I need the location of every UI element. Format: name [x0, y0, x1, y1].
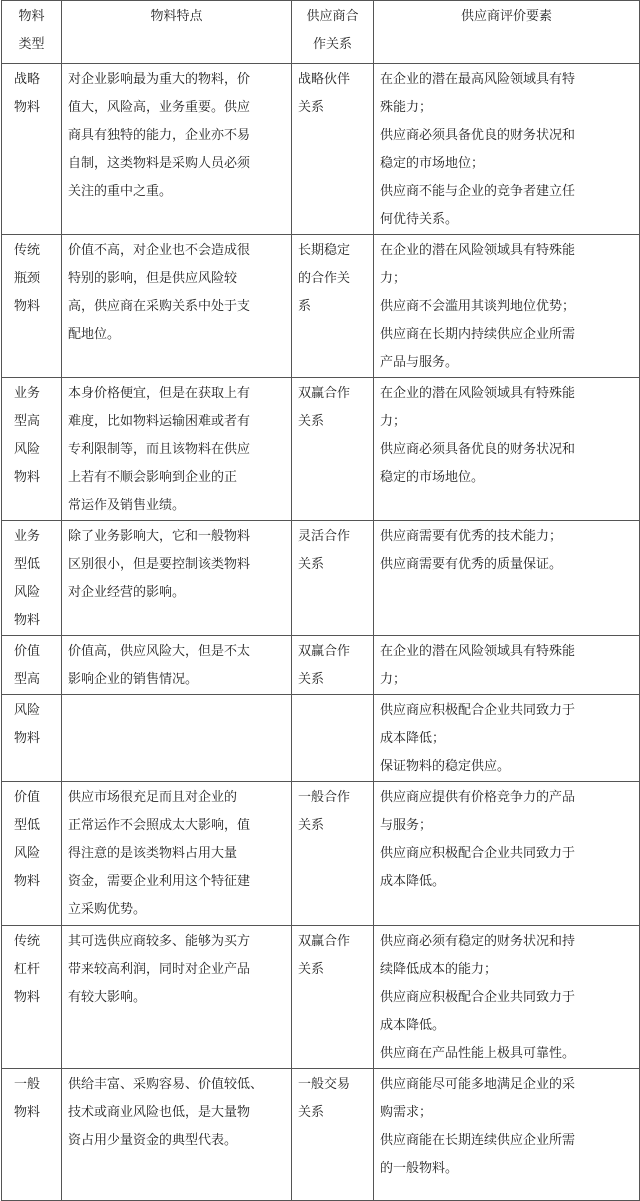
cell-supplier-relation — [292, 636, 374, 695]
cell-supplier-relation — [292, 926, 374, 1069]
cell-text-line: 价值不高，对企业也不会造成很 — [68, 243, 251, 258]
cell-text-line: 一般 — [14, 1077, 41, 1092]
cell-text-line: 立采购优势。 — [68, 902, 147, 917]
cell-text-line: 供应商不能与企业的竞争者建立任 — [380, 184, 576, 199]
cell-text-line: 供应商不会滥用其谈判地位优势； — [380, 299, 576, 314]
cell-text-line: 关系 — [298, 962, 325, 977]
cell-text-line: 成本降低。 — [380, 874, 446, 889]
cell-text-line: 供应商应积极配合企业共同致力于 — [380, 990, 576, 1005]
header-material-features: 物料特点 — [62, 1, 292, 64]
cell-text-line: 常运作及销售业绩。 — [68, 498, 186, 513]
cell-text-line: 战略 — [14, 72, 41, 87]
cell-text-line: 关系 — [298, 672, 325, 687]
cell-text-line: 成本降低。 — [380, 1018, 446, 1033]
cell-text-line: 值大，风险高，业务重要。供应 — [68, 100, 251, 115]
cell-supplier-relation — [292, 1069, 374, 1201]
cell-supplier-relation — [292, 235, 374, 378]
cell-material-features — [62, 521, 292, 636]
table-row — [2, 926, 640, 1069]
table-row — [2, 378, 640, 521]
cell-text-line: 商具有独特的能力，企业亦不易 — [68, 128, 251, 143]
cell-text-line: 关系 — [298, 557, 325, 572]
cell-material-features — [62, 695, 292, 782]
cell-text-line: 传统 — [14, 934, 41, 949]
table-row — [2, 521, 640, 636]
cell-text-line: 供应商应提供有价格竞争力的产品 — [380, 790, 576, 805]
cell-text-line: 正常运作不会照成太大影响，值 — [68, 818, 251, 833]
cell-text-line: 传统 — [14, 243, 41, 258]
cell-text-line: 何优待关系。 — [380, 212, 459, 227]
cell-text-line: 殊能力； — [380, 100, 433, 115]
cell-material-type — [2, 695, 62, 782]
cell-evaluation-criteria — [374, 235, 640, 378]
cell-text-line: 业务 — [14, 386, 41, 401]
cell-text-line: 系 — [298, 299, 312, 314]
table-row — [2, 1069, 640, 1201]
cell-text-line: 物料 — [14, 990, 41, 1005]
cell-text-line: 一般合作 — [298, 790, 351, 805]
cell-text-line: 供应商必须具备优良的财务状况和 — [380, 128, 576, 143]
cell-text-line: 自制，这类物料是采购人员必须 — [68, 156, 251, 171]
table-body — [2, 64, 640, 1201]
cell-text-line: 专利限制等，而且该物料在供应 — [68, 442, 251, 457]
cell-material-features — [62, 782, 292, 926]
cell-text-line: 的合作关 — [298, 271, 351, 286]
cell-text-line: 双赢合作 — [298, 934, 351, 949]
cell-text-line: 物料 — [14, 731, 41, 746]
cell-text-line: 资金，需要企业利用这个特征建 — [68, 874, 251, 889]
cell-text-line: 在企业的潜在最高风险领域具有特 — [380, 72, 576, 87]
cell-text-line: 风险 — [14, 585, 41, 600]
cell-text-line: 成本降低； — [380, 731, 446, 746]
cell-evaluation-criteria — [374, 521, 640, 636]
cell-supplier-relation — [292, 521, 374, 636]
header-supplier-relation: 供应商合 作关系 — [292, 1, 374, 64]
cell-text-line: 供应商在产品性能上极具可靠性。 — [380, 1046, 576, 1061]
cell-text-line: 物料 — [14, 613, 41, 628]
table-row — [2, 636, 640, 695]
cell-text-line: 稳定的市场地位； — [380, 156, 485, 171]
table-header — [2, 1, 640, 64]
cell-material-features — [62, 636, 292, 695]
cell-text-line: 特别的影响，但是供应风险较 — [68, 271, 238, 286]
cell-text-line: 续降低成本的能力； — [380, 962, 498, 977]
cell-material-features — [62, 1069, 292, 1201]
cell-material-type — [2, 64, 62, 235]
cell-text-line: 力； — [380, 271, 407, 286]
supplier-evaluation-table — [1, 0, 640, 1201]
cell-text-line: 除了业务影响大，它和一般物料 — [68, 529, 251, 544]
cell-text-line: 长期稳定 — [298, 243, 351, 258]
cell-evaluation-criteria — [374, 378, 640, 521]
cell-text-line: 型高 — [14, 672, 41, 687]
cell-text-line: 物料 — [14, 299, 41, 314]
cell-text-line: 供应商应积极配合企业共同致力于 — [380, 846, 576, 861]
cell-text-line: 对企业经营的影响。 — [68, 585, 186, 600]
cell-material-type — [2, 782, 62, 926]
header-material-type: 物料 类型 — [2, 1, 62, 64]
cell-text-line: 价值 — [14, 790, 41, 805]
cell-text-line: 保证物料的稳定供应。 — [380, 759, 511, 774]
cell-text-line: 技术或商业风险也低，是大量物 — [68, 1105, 251, 1120]
cell-text-line: 本身价格便宜，但是在获取上有 — [68, 386, 251, 401]
table-row — [2, 235, 640, 378]
cell-text-line: 风险 — [14, 442, 41, 457]
cell-supplier-relation — [292, 64, 374, 235]
cell-text-line: 物料 — [14, 100, 41, 115]
cell-supplier-relation — [292, 695, 374, 782]
cell-text-line: 关系 — [298, 818, 325, 833]
cell-text-line: 型高 — [14, 414, 41, 429]
cell-text-line: 物料 — [14, 1105, 41, 1120]
cell-text-line: 产品与服务。 — [380, 355, 459, 370]
cell-text-line: 配地位。 — [68, 327, 121, 342]
cell-text-line: 供应商能在长期连续供应企业所需 — [380, 1133, 576, 1148]
cell-text-line: 在企业的潜在风险领域具有特殊能 — [380, 386, 576, 401]
cell-text-line: 有较大影响。 — [68, 990, 147, 1005]
cell-text-line: 力； — [380, 672, 407, 687]
table-row — [2, 64, 640, 235]
cell-text-line: 一般交易 — [298, 1077, 351, 1092]
cell-text-line: 杠杆 — [14, 962, 41, 977]
cell-text-line: 带来较高利润，同时对企业产品 — [68, 962, 251, 977]
cell-text-line: 双赢合作 — [298, 386, 351, 401]
cell-evaluation-criteria — [374, 1069, 640, 1201]
cell-text-line: 供应商能尽可能多地满足企业的采 — [380, 1077, 576, 1092]
cell-text-line: 价值 — [14, 644, 41, 659]
cell-text-line: 与服务； — [380, 818, 433, 833]
cell-evaluation-criteria — [374, 636, 640, 695]
cell-evaluation-criteria — [374, 695, 640, 782]
cell-evaluation-criteria — [374, 782, 640, 926]
cell-text-line: 供应商应积极配合企业共同致力于 — [380, 703, 576, 718]
cell-text-line: 影响企业的销售情况。 — [68, 672, 199, 687]
cell-text-line: 在企业的潜在风险领域具有特殊能 — [380, 644, 576, 659]
cell-text-line: 关系 — [298, 414, 325, 429]
cell-text-line: 双赢合作 — [298, 644, 351, 659]
cell-text-line: 灵活合作 — [298, 529, 351, 544]
cell-text-line: 购需求； — [380, 1105, 433, 1120]
cell-material-type — [2, 926, 62, 1069]
cell-text-line: 供给丰富、采购容易、价值较低、 — [68, 1077, 264, 1092]
cell-text-line: 得注意的是该类物料占用大量 — [68, 846, 238, 861]
cell-material-type — [2, 1069, 62, 1201]
cell-material-features — [62, 64, 292, 235]
cell-text-line: 其可选供应商较多、能够为买方 — [68, 934, 251, 949]
cell-supplier-relation — [292, 378, 374, 521]
cell-material-type — [2, 521, 62, 636]
header-row — [2, 1, 640, 64]
cell-text-line: 上若有不顺会影响到企业的正 — [68, 470, 238, 485]
cell-text-line: 难度，比如物料运输困难或者有 — [68, 414, 251, 429]
cell-supplier-relation — [292, 782, 374, 926]
cell-text-line: 风险 — [14, 846, 41, 861]
cell-text-line: 区别很小，但是要控制该类物料 — [68, 557, 251, 572]
cell-text-line: 供应商需要有优秀的质量保证。 — [380, 557, 563, 572]
cell-text-line: 供应商必须有稳定的财务状况和持 — [380, 934, 576, 949]
cell-text-line: 供应商必须具备优良的财务状况和 — [380, 442, 576, 457]
cell-text-line: 业务 — [14, 529, 41, 544]
table-row — [2, 782, 640, 926]
cell-material-features — [62, 235, 292, 378]
cell-material-type — [2, 235, 62, 378]
cell-text-line: 供应商在长期内持续供应企业所需 — [380, 327, 576, 342]
cell-text-line: 供应市场很充足而且对企业的 — [68, 790, 238, 805]
cell-text-line: 物料 — [14, 470, 41, 485]
cell-text-line: 型低 — [14, 557, 41, 572]
cell-text-line: 供应商需要有优秀的技术能力； — [380, 529, 563, 544]
cell-material-type — [2, 636, 62, 695]
cell-material-features — [62, 926, 292, 1069]
cell-text-line: 对企业影响最为重大的物料，价 — [68, 72, 251, 87]
cell-text-line: 稳定的市场地位。 — [380, 470, 485, 485]
cell-text-line: 瓶颈 — [14, 271, 41, 286]
cell-text-line: 战略伙伴 — [298, 72, 351, 87]
cell-evaluation-criteria — [374, 926, 640, 1069]
cell-text-line: 物料 — [14, 874, 41, 889]
cell-text-line: 的一般物料。 — [380, 1161, 459, 1176]
cell-text-line: 型低 — [14, 818, 41, 833]
cell-text-line: 关系 — [298, 1105, 325, 1120]
cell-text-line: 资占用少量资金的典型代表。 — [68, 1133, 238, 1148]
cell-material-features — [62, 378, 292, 521]
cell-text-line: 风险 — [14, 703, 41, 718]
cell-text-line: 关系 — [298, 100, 325, 115]
cell-text-line: 力； — [380, 414, 407, 429]
cell-evaluation-criteria — [374, 64, 640, 235]
cell-text-line: 价值高，供应风险大，但是不太 — [68, 644, 251, 659]
cell-material-type — [2, 378, 62, 521]
cell-text-line: 在企业的潜在风险领域具有特殊能 — [380, 243, 576, 258]
header-evaluation-criteria: 供应商评价要素 — [374, 1, 640, 64]
table-row — [2, 695, 640, 782]
cell-text-line: 关注的重中之重。 — [68, 184, 173, 199]
cell-text-line: 高，供应商在采购关系中处于支 — [68, 299, 251, 314]
